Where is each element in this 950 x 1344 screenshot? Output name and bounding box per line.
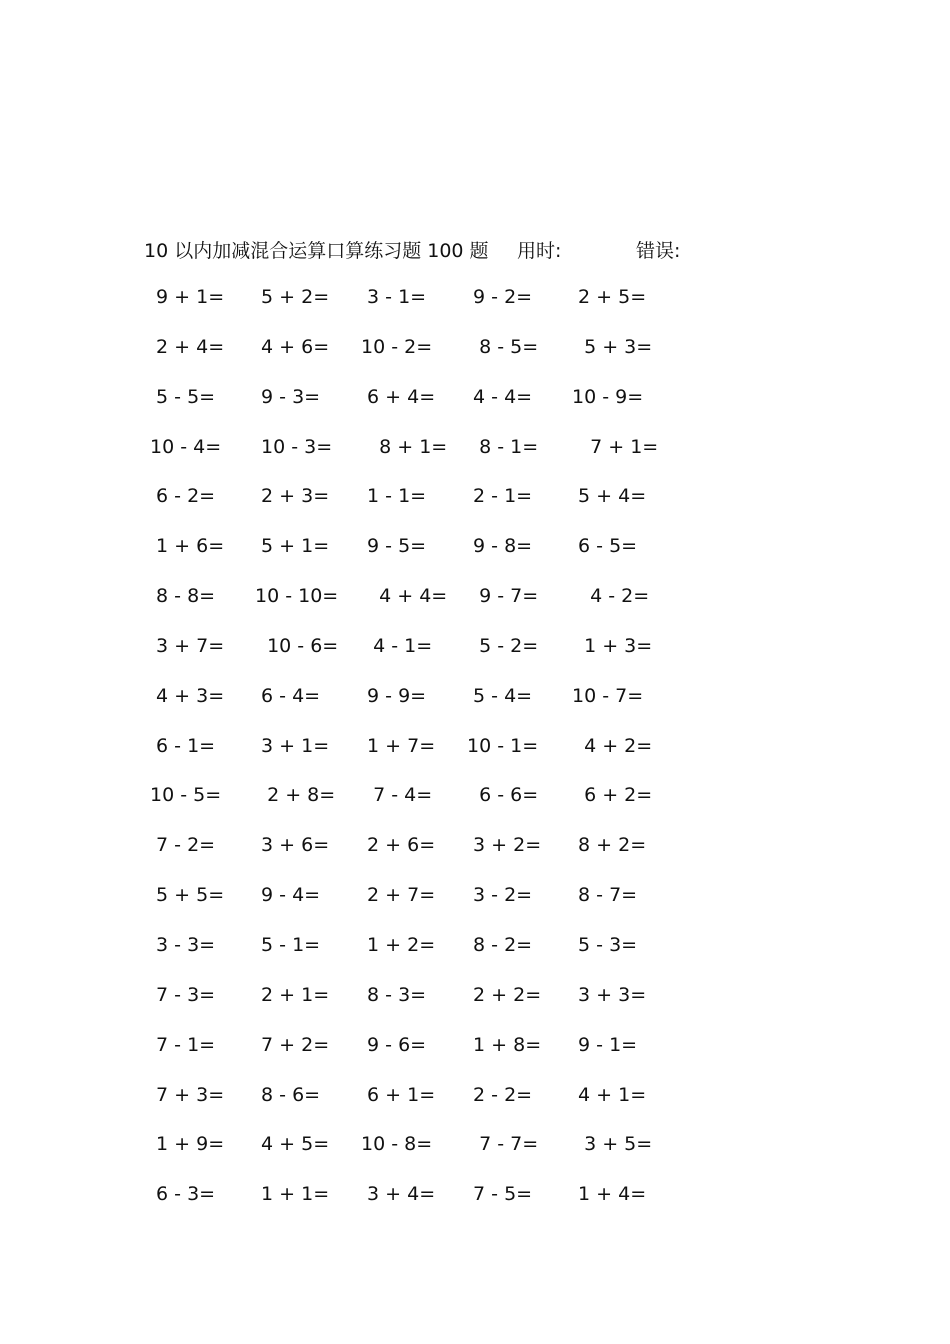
arithmetic-problem: 2 + 2=	[467, 983, 542, 1006]
arithmetic-problem: 2 - 1=	[467, 485, 533, 508]
problem-row	[0, 1084, 950, 1134]
arithmetic-problem: 9 - 9=	[361, 684, 427, 707]
arithmetic-problem: 9 - 7=	[467, 585, 539, 608]
arithmetic-problem: 7 - 4=	[361, 784, 433, 807]
arithmetic-problem: 1 + 2=	[361, 933, 436, 956]
arithmetic-problem: 6 + 4=	[361, 385, 436, 408]
arithmetic-problem: 10 - 7=	[572, 684, 644, 707]
arithmetic-problem: 8 - 2=	[467, 933, 533, 956]
problem-row	[0, 635, 950, 685]
arithmetic-problem: 8 - 1=	[467, 435, 539, 458]
arithmetic-problem: 8 - 3=	[361, 983, 427, 1006]
problem-row	[0, 834, 950, 884]
arithmetic-problem: 8 - 5=	[467, 335, 539, 358]
arithmetic-problem: 9 - 8=	[467, 535, 533, 558]
arithmetic-problem: 7 - 7=	[467, 1133, 539, 1156]
arithmetic-problem: 7 + 2=	[255, 1033, 330, 1056]
arithmetic-problem: 7 - 1=	[150, 1033, 216, 1056]
arithmetic-problem: 2 + 5=	[572, 286, 647, 308]
arithmetic-problem: 3 + 4=	[361, 1183, 436, 1206]
problem-row	[0, 984, 950, 1034]
arithmetic-problem: 10 - 8=	[361, 1133, 433, 1156]
arithmetic-problem: 9 - 4=	[255, 884, 321, 907]
arithmetic-problem: 6 - 3=	[150, 1183, 216, 1206]
problem-row	[0, 1183, 950, 1233]
problem-row	[0, 485, 950, 535]
arithmetic-problem: 3 + 1=	[255, 734, 330, 757]
arithmetic-problem: 5 + 4=	[572, 485, 647, 508]
arithmetic-problem: 1 + 6=	[150, 535, 225, 558]
arithmetic-problem: 7 + 3=	[150, 1083, 225, 1106]
arithmetic-problem: 4 - 4=	[467, 385, 533, 408]
arithmetic-problem: 3 + 6=	[255, 834, 330, 857]
arithmetic-problem: 5 - 3=	[572, 933, 638, 956]
arithmetic-problem: 6 + 2=	[572, 784, 653, 807]
problem-row	[0, 1034, 950, 1084]
arithmetic-problem: 9 - 2=	[467, 286, 533, 308]
arithmetic-problem: 5 - 2=	[467, 634, 539, 657]
arithmetic-problem: 5 + 1=	[255, 535, 330, 558]
problem-row	[0, 735, 950, 785]
problem-row	[0, 784, 950, 834]
problem-row	[0, 286, 950, 336]
arithmetic-problem: 4 - 2=	[572, 585, 650, 608]
arithmetic-problem: 8 + 2=	[572, 834, 647, 857]
arithmetic-problem: 7 - 2=	[150, 834, 216, 857]
arithmetic-problem: 3 - 3=	[150, 933, 216, 956]
arithmetic-problem: 4 - 1=	[361, 634, 433, 657]
arithmetic-problem: 1 + 3=	[572, 634, 653, 657]
arithmetic-problem: 2 + 1=	[255, 983, 330, 1006]
arithmetic-problem: 5 - 5=	[150, 385, 216, 408]
arithmetic-problem: 5 + 3=	[572, 335, 653, 358]
arithmetic-problem: 10 - 6=	[255, 634, 339, 657]
arithmetic-problem: 4 + 4=	[361, 585, 448, 608]
arithmetic-problem: 10 - 1=	[467, 734, 539, 757]
problem-row	[0, 585, 950, 635]
problem-row	[0, 1133, 950, 1183]
arithmetic-problem: 10 - 5=	[150, 784, 222, 807]
arithmetic-problem: 1 + 7=	[361, 734, 436, 757]
arithmetic-problem: 4 + 6=	[255, 335, 330, 358]
arithmetic-problem: 9 - 1=	[572, 1033, 638, 1056]
arithmetic-problem: 1 + 9=	[150, 1133, 225, 1156]
arithmetic-problem: 3 + 2=	[467, 834, 542, 857]
errors-label: 错误:	[636, 240, 681, 262]
arithmetic-problem: 7 + 1=	[572, 435, 659, 458]
arithmetic-problem: 2 - 2=	[467, 1083, 533, 1106]
arithmetic-problem: 2 + 4=	[150, 335, 225, 358]
arithmetic-problem: 3 - 2=	[467, 884, 533, 907]
problem-grid	[0, 286, 950, 1233]
arithmetic-problem: 6 - 6=	[467, 784, 539, 807]
arithmetic-problem: 8 - 6=	[255, 1083, 321, 1106]
problem-row	[0, 386, 950, 436]
arithmetic-problem: 10 - 9=	[572, 385, 644, 408]
arithmetic-problem: 4 + 1=	[572, 1083, 647, 1106]
worksheet-title: 10 以内加减混合运算口算练习题 100 题	[144, 240, 489, 262]
arithmetic-problem: 10 - 10=	[255, 585, 339, 608]
arithmetic-problem: 2 + 6=	[361, 834, 436, 857]
problem-row	[0, 884, 950, 934]
arithmetic-problem: 7 - 5=	[467, 1183, 533, 1206]
arithmetic-problem: 6 - 2=	[150, 485, 216, 508]
arithmetic-problem: 4 + 5=	[255, 1133, 330, 1156]
arithmetic-problem: 8 + 1=	[361, 435, 448, 458]
arithmetic-problem: 1 + 1=	[255, 1183, 330, 1206]
arithmetic-problem: 1 - 1=	[361, 485, 427, 508]
arithmetic-problem: 10 - 3=	[255, 435, 333, 458]
arithmetic-problem: 3 + 5=	[572, 1133, 653, 1156]
arithmetic-problem: 5 + 5=	[150, 884, 225, 907]
arithmetic-problem: 3 + 3=	[572, 983, 647, 1006]
arithmetic-problem: 6 - 4=	[255, 684, 321, 707]
arithmetic-problem: 9 - 5=	[361, 535, 427, 558]
problem-row	[0, 336, 950, 386]
arithmetic-problem: 9 - 3=	[255, 385, 321, 408]
arithmetic-problem: 9 - 6=	[361, 1033, 427, 1056]
arithmetic-problem: 4 + 2=	[572, 734, 653, 757]
arithmetic-problem: 4 + 3=	[150, 684, 225, 707]
problem-row	[0, 436, 950, 486]
problem-row	[0, 535, 950, 585]
arithmetic-problem: 5 - 4=	[467, 684, 533, 707]
arithmetic-problem: 2 + 3=	[255, 485, 330, 508]
arithmetic-problem: 6 - 5=	[572, 535, 638, 558]
arithmetic-problem: 6 - 1=	[150, 734, 216, 757]
arithmetic-problem: 1 + 8=	[467, 1033, 542, 1056]
arithmetic-problem: 6 + 1=	[361, 1083, 436, 1106]
arithmetic-problem: 8 - 8=	[150, 585, 216, 608]
arithmetic-problem: 8 - 7=	[572, 884, 638, 907]
problem-row	[0, 934, 950, 984]
arithmetic-problem: 10 - 4=	[150, 435, 222, 458]
arithmetic-problem: 1 + 4=	[572, 1183, 647, 1206]
arithmetic-problem: 10 - 2=	[361, 335, 433, 358]
arithmetic-problem: 2 + 7=	[361, 884, 436, 907]
arithmetic-problem: 9 + 1=	[150, 286, 225, 308]
arithmetic-problem: 5 - 1=	[255, 933, 321, 956]
time-used-label: 用时:	[517, 240, 562, 262]
arithmetic-problem: 2 + 8=	[255, 784, 336, 807]
arithmetic-problem: 7 - 3=	[150, 983, 216, 1006]
arithmetic-problem: 3 + 7=	[150, 634, 225, 657]
problem-row	[0, 685, 950, 735]
arithmetic-problem: 5 + 2=	[255, 286, 330, 308]
arithmetic-problem: 3 - 1=	[361, 286, 427, 308]
